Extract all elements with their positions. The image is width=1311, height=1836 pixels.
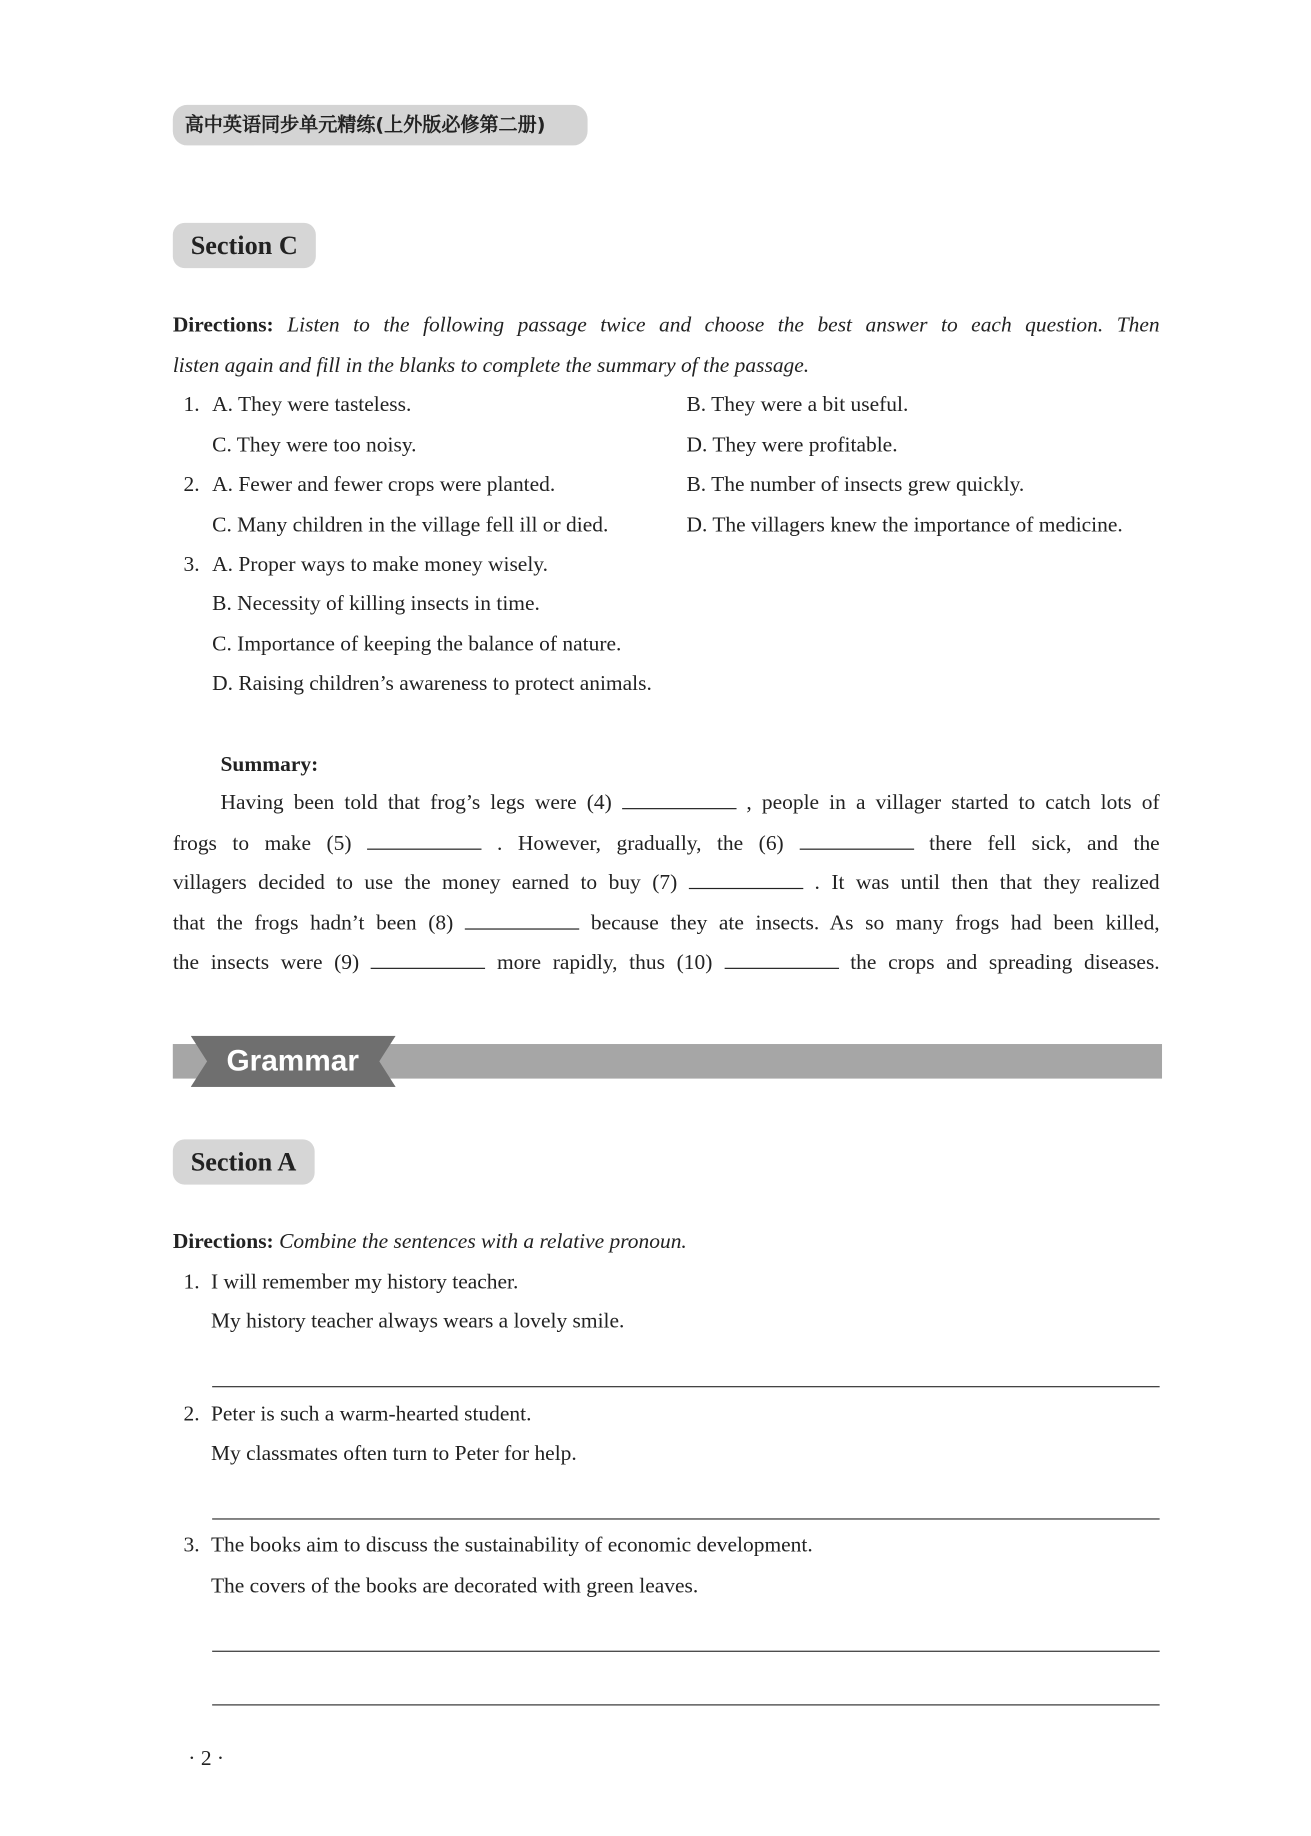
summary-label: Summary: [220, 752, 319, 776]
fill-blank[interactable] [465, 909, 579, 929]
fill-blank[interactable] [689, 869, 803, 889]
directions [173, 1226, 687, 1255]
directions-label: Directions: [172, 312, 274, 337]
page-number: · 2 · [188, 1746, 225, 1770]
summary-line [173, 868, 1160, 897]
question-num: 1. [183, 392, 200, 416]
summary-text: , people in a villager started to catch lots of [746, 790, 1160, 815]
option: A. Proper ways to make money wisely. [212, 551, 548, 576]
directions-text: Listen to the following passage twice and choose the best answer to each question. Then [287, 312, 1160, 337]
option: C. Many children in the village fell ill or died. [212, 512, 609, 537]
item-num: 2. [183, 1401, 200, 1426]
section-c-title: Section C [173, 223, 316, 268]
question-num: 3. [183, 551, 200, 576]
option: D. Raising children’s awareness to protect animals. [212, 670, 652, 695]
section-a-title: Section A [173, 1139, 314, 1184]
summary-line [173, 828, 1160, 857]
summary-text: the crops and spreading diseases. [850, 949, 1160, 974]
directions-text-2: listen again and fill in the blanks to complete the summary of the passage. [172, 352, 810, 377]
option: C. Importance of keeping the balance of nature. [212, 631, 622, 656]
summary-text: . However, gradually, the (6) [497, 830, 784, 855]
summary-line [173, 947, 1160, 976]
summary-line [173, 908, 1160, 937]
grammar-title: Grammar [226, 1044, 359, 1078]
summary-text: there fell sick, and the [929, 830, 1160, 855]
summary-text: Having been told that frog’s legs were (4) [220, 790, 612, 815]
option: B. The number of insects grew quickly. [686, 471, 1025, 496]
summary-text: . It was until then that they realized [814, 870, 1160, 894]
question-num: 2. [183, 471, 200, 496]
option: C. They were too noisy. [212, 432, 417, 457]
fill-blank[interactable] [799, 830, 913, 850]
fill-blank[interactable] [371, 949, 485, 969]
answer-line[interactable] [212, 1518, 1159, 1519]
directions-label: Directions: [172, 1228, 274, 1253]
option: D. The villagers knew the importance of medicine. [686, 512, 1123, 537]
summary-text: that the frogs hadn’t been (8) [172, 910, 454, 935]
summary-line [220, 788, 1159, 817]
sentence: My classmates often turn to Peter for help. [210, 1440, 577, 1465]
summary-text: the insects were (9) [172, 949, 360, 974]
fill-blank[interactable] [367, 830, 481, 850]
sentence: I will remember my history teacher. [210, 1269, 519, 1294]
fill-blank[interactable] [724, 949, 838, 969]
book-header: 高中英语同步单元精练(上外版必修第二册) [173, 105, 588, 146]
fill-blank[interactable] [622, 789, 736, 809]
sentence: Peter is such a warm-hearted student. [210, 1401, 532, 1426]
summary-text: because they ate insects. As so many frogs had been killed, [590, 910, 1160, 935]
summary-text: more rapidly, thus (10) [496, 949, 713, 974]
answer-line[interactable] [212, 1704, 1159, 1705]
sentence: My history teacher always wears a lovely smile. [210, 1308, 625, 1333]
option: D. They were profitable. [686, 432, 898, 457]
directions [173, 310, 1160, 339]
option: B. They were a bit useful. [686, 392, 909, 416]
directions-text: Combine the sentences with a relative pronoun. [279, 1228, 687, 1253]
item-num: 3. [183, 1532, 200, 1557]
sentence: The books aim to discuss the sustainability of economic development. [210, 1532, 813, 1557]
option: B. Necessity of killing insects in time. [212, 591, 540, 615]
sentence: The covers of the books are decorated with green leaves. [210, 1573, 699, 1598]
answer-line[interactable] [212, 1651, 1159, 1652]
summary-text: frogs to make (5) [172, 830, 352, 855]
answer-line[interactable] [212, 1386, 1159, 1387]
option: A. Fewer and fewer crops were planted. [212, 471, 556, 496]
directions-cont [173, 350, 809, 379]
option: A. They were tasteless. [212, 392, 412, 416]
item-num: 1. [183, 1269, 200, 1294]
summary-text: villagers decided to use the money earned to buy (7) [172, 870, 678, 894]
